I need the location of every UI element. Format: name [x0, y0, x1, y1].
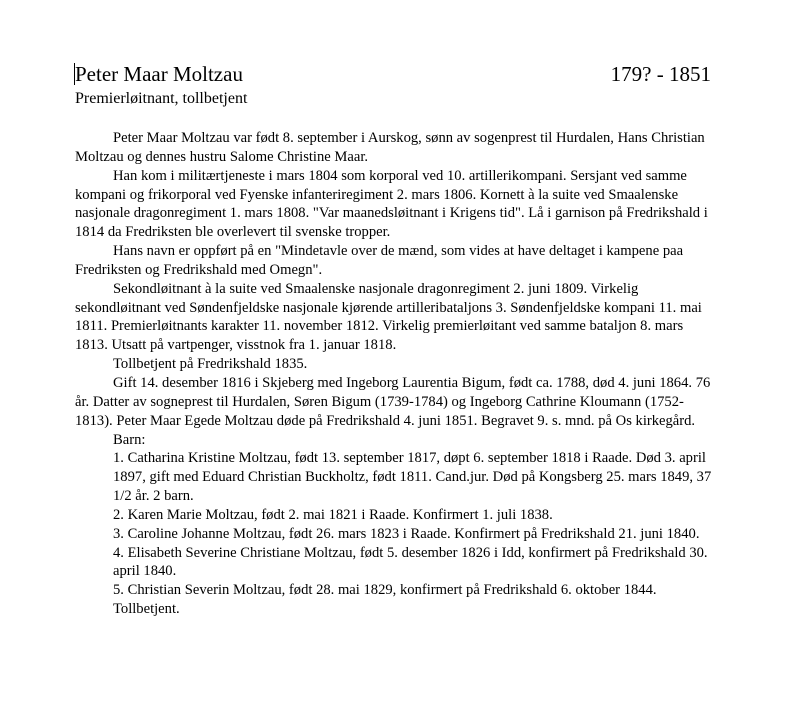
header-row — [75, 60, 711, 88]
child-entry-5: 5. Christian Severin Moltzau, født 28. mai 1829, konfirmert på Fredrikshald 6. oktober 1844. Tollbetjent. — [113, 582, 657, 618]
person-name-heading[interactable] — [75, 60, 243, 88]
life-years: 179? - 1851 — [610, 62, 711, 86]
child-entry-4: 4. Elisabeth Severine Christiane Moltzau, født 5. desember 1826 i Idd, konfirmert på Fredrikshald 30. april 1840. — [113, 544, 708, 580]
biography-body — [75, 129, 715, 619]
paragraph-promotions: Sekondløitnant à la suite ved Smaalenske nasjonale dragonregiment 2. juni 1809. Virkelig sekondløitnant ved Søndenfjeldske nasjonale kjørende artilleribataljons 3. Søndenfjeldske kompani 11. mai 1811. Premierløitnants karakter 11. november 1812. Virkelig premierløitant ved samme bataljon 8. mars 1813. Utsatt på vartpenger, visstnok fra 1. januar 1818. — [75, 280, 702, 354]
person-title: Premierløitnant, tollbetjent — [75, 90, 248, 107]
text-cursor — [74, 63, 75, 85]
child-entry-2: 2. Karen Marie Moltzau, født 2. mai 1821 i Raade. Konfirmert 1. juli 1838. — [113, 506, 553, 523]
children-list — [75, 449, 715, 619]
children-heading: Barn: — [113, 431, 146, 448]
paragraph-birth: Peter Maar Moltzau var født 8. september i Aurskog, sønn av sogenprest til Hurdalen, Hans Christian Moltzau og dennes hustru Salome Christine Maar. — [75, 130, 705, 165]
paragraph-marriage: Gift 14. desember 1816 i Skjeberg med Ingeborg Laurentia Bigum, født ca. 1788, død 4. juni 1864. 76 år. Datter av sogneprest til Hurdalen, Søren Bigum (1739-1784) og Ingeborg Cathrine Kloumann (1752-1813). Peter Maar Egede Moltzau døde på Fredrikshald 4. juni 1851. Begravet 9. s. mnd. på Os kirkegård. — [75, 374, 711, 429]
person-name: Peter Maar Moltzau — [75, 62, 243, 86]
paragraph-military-service: Han kom i militærtjeneste i mars 1804 som korporal ved 10. artillerikompani. Sersjant ved samme kompani og frikorporal ved Fyenske infanteriregiment 2. mars 1806. Kornett à la suite ved Smaalenske nasjonale dragonregiment 1. mars 1808. "Var maanedsløitnant i Krigens tid". Lå i garnison på Fredrikshald i 1814 da Fredriksten ble overlevert til svenske tropper. — [75, 167, 708, 241]
paragraph-customs-officer: Tollbetjent på Fredrikshald 1835. — [113, 356, 308, 373]
child-entry-1: 1. Catharina Kristine Moltzau, født 13. september 1817, døpt 6. september 1818 i Raade. Død 3. april 1897, gift med Eduard Christian Buckholtz, født 1811. Cand.jur. Død på Kongsberg 25. mars 1849, 37 1/2 år. 2 barn. — [113, 450, 712, 505]
child-entry-3: 3. Caroline Johanne Moltzau, født 26. mars 1823 i Raade. Konfirmert på Fredrikshald 21. juni 1840. — [113, 525, 700, 542]
paragraph-memorial: Hans navn er oppført på en "Mindetavle over de mænd, som vides at have deltaget i kampene paa Fredriksten og Fredrikshald med Omegn". — [75, 243, 684, 278]
